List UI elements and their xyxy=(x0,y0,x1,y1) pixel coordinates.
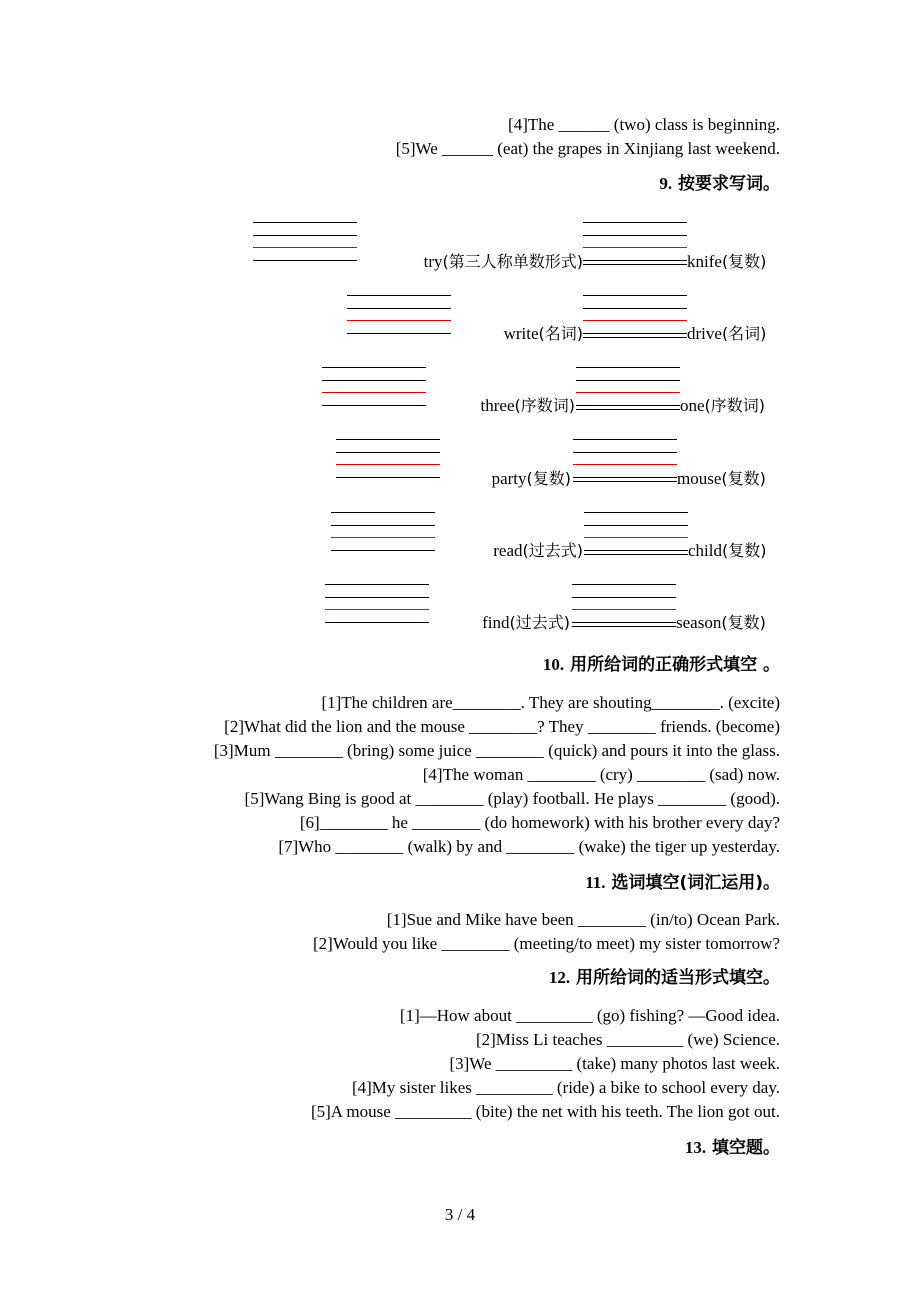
answer-lines-left[interactable] xyxy=(336,435,440,483)
word-prompt-right: season(复数) xyxy=(676,613,766,632)
section12-item-1: [1]—How about _________ (go) fishing? —Good idea. xyxy=(399,1006,780,1025)
section13-title: 填空题。 xyxy=(712,1138,780,1158)
word-prompt-right: child(复数) xyxy=(688,541,767,560)
answer-lines-right[interactable] xyxy=(573,435,677,483)
word-prompt-right: drive(名词) xyxy=(687,324,767,343)
answer-lines-right[interactable] xyxy=(576,363,680,411)
section10-item-1: [1]The children are________. They are shouting________. (excite) xyxy=(321,693,780,712)
section12-item-5: [5]A mouse _________ (bite) the net with his teeth. The lion got out. xyxy=(310,1102,780,1121)
section11-item-1: [1]Sue and Mike have been ________ (in/to) Ocean Park. xyxy=(386,910,780,929)
section10-item-7: [7]Who ________ (walk) by and ________ (wake) the tiger up yesterday. xyxy=(278,837,780,856)
answer-line-connector xyxy=(584,554,688,555)
section9-title: 按要求写词。 xyxy=(678,174,780,194)
section12-item-3: [3]We _________ (take) many photos last week. xyxy=(449,1054,780,1073)
answer-line-connector xyxy=(572,626,676,627)
answer-line-connector xyxy=(583,264,687,265)
answer-lines-left[interactable] xyxy=(331,508,435,556)
section9-heading xyxy=(659,174,780,194)
answer-lines-left[interactable] xyxy=(322,363,426,411)
answer-line-connector xyxy=(583,337,687,338)
answer-line-connector xyxy=(576,409,680,410)
section13-heading xyxy=(685,1138,780,1158)
word-prompt-left: write(名词) xyxy=(503,324,583,343)
section10-item-2: [2]What did the lion and the mouse ________? They ________ friends. (become) xyxy=(224,717,780,736)
section10-item-5: [5]Wang Bing is good at ________ (play) football. He plays ________ (good). xyxy=(244,789,780,808)
section11-title: 选词填空(词汇运用)。 xyxy=(611,873,780,893)
section12-item-4: [4]My sister likes _________ (ride) a bike to school every day. xyxy=(351,1078,780,1097)
section13-number: 13. xyxy=(684,1138,707,1157)
section10-number: 10. xyxy=(542,655,565,674)
section10-item-4: [4]The woman ________ (cry) ________ (sad) now. xyxy=(422,765,780,784)
word-row-6 xyxy=(0,580,920,640)
section12-number: 12. xyxy=(548,968,571,987)
section11-heading xyxy=(585,873,780,893)
section9-number: 9. xyxy=(659,174,673,193)
word-row-1 xyxy=(0,218,920,278)
word-prompt-right: mouse(复数) xyxy=(677,469,766,488)
word-row-3 xyxy=(0,363,920,423)
word-prompt-right: one(序数词) xyxy=(680,396,766,415)
word-row-2 xyxy=(0,291,920,351)
word-prompt-left: party(复数) xyxy=(491,469,571,488)
word-prompt-left: read(过去式) xyxy=(493,541,583,560)
section10-item-3: [3]Mum ________ (bring) some juice ________ (quick) and pours it into the glass. xyxy=(213,741,780,760)
section10-title: 用所给词的正确形式填空 。 xyxy=(570,655,780,675)
word-prompt-right: knife(复数) xyxy=(687,252,767,271)
answer-lines-left[interactable] xyxy=(325,580,429,628)
section8-item-4: [4]The ______ (two) class is beginning. xyxy=(508,115,780,134)
section12-title: 用所给词的适当形式填空。 xyxy=(576,968,780,988)
answer-lines-right[interactable] xyxy=(583,291,687,339)
section11-item-2: [2]Would you like ________ (meeting/to meet) my sister tomorrow? xyxy=(313,934,780,953)
section10-heading xyxy=(543,655,780,675)
section10-item-6: [6]________ he ________ (do homework) with his brother every day? xyxy=(299,813,780,832)
word-row-5 xyxy=(0,508,920,568)
answer-lines-left[interactable] xyxy=(253,218,357,266)
section11-number: 11. xyxy=(585,873,606,892)
answer-lines-right[interactable] xyxy=(572,580,676,628)
answer-lines-right[interactable] xyxy=(584,508,688,556)
answer-lines-right[interactable] xyxy=(583,218,687,266)
word-row-4 xyxy=(0,435,920,495)
page-number: 3 / 4 xyxy=(444,1205,476,1224)
section12-item-2: [2]Miss Li teaches _________ (we) Science. xyxy=(475,1030,780,1049)
word-prompt-left: try(第三人称单数形式) xyxy=(423,252,583,271)
section12-heading xyxy=(549,968,780,988)
word-prompt-left: find(过去式) xyxy=(482,613,570,632)
answer-line-connector xyxy=(573,481,677,482)
answer-lines-left[interactable] xyxy=(347,291,451,339)
word-prompt-left: three(序数词) xyxy=(480,396,575,415)
section8-item-5: [5]We ______ (eat) the grapes in Xinjiang last weekend. xyxy=(395,139,780,158)
